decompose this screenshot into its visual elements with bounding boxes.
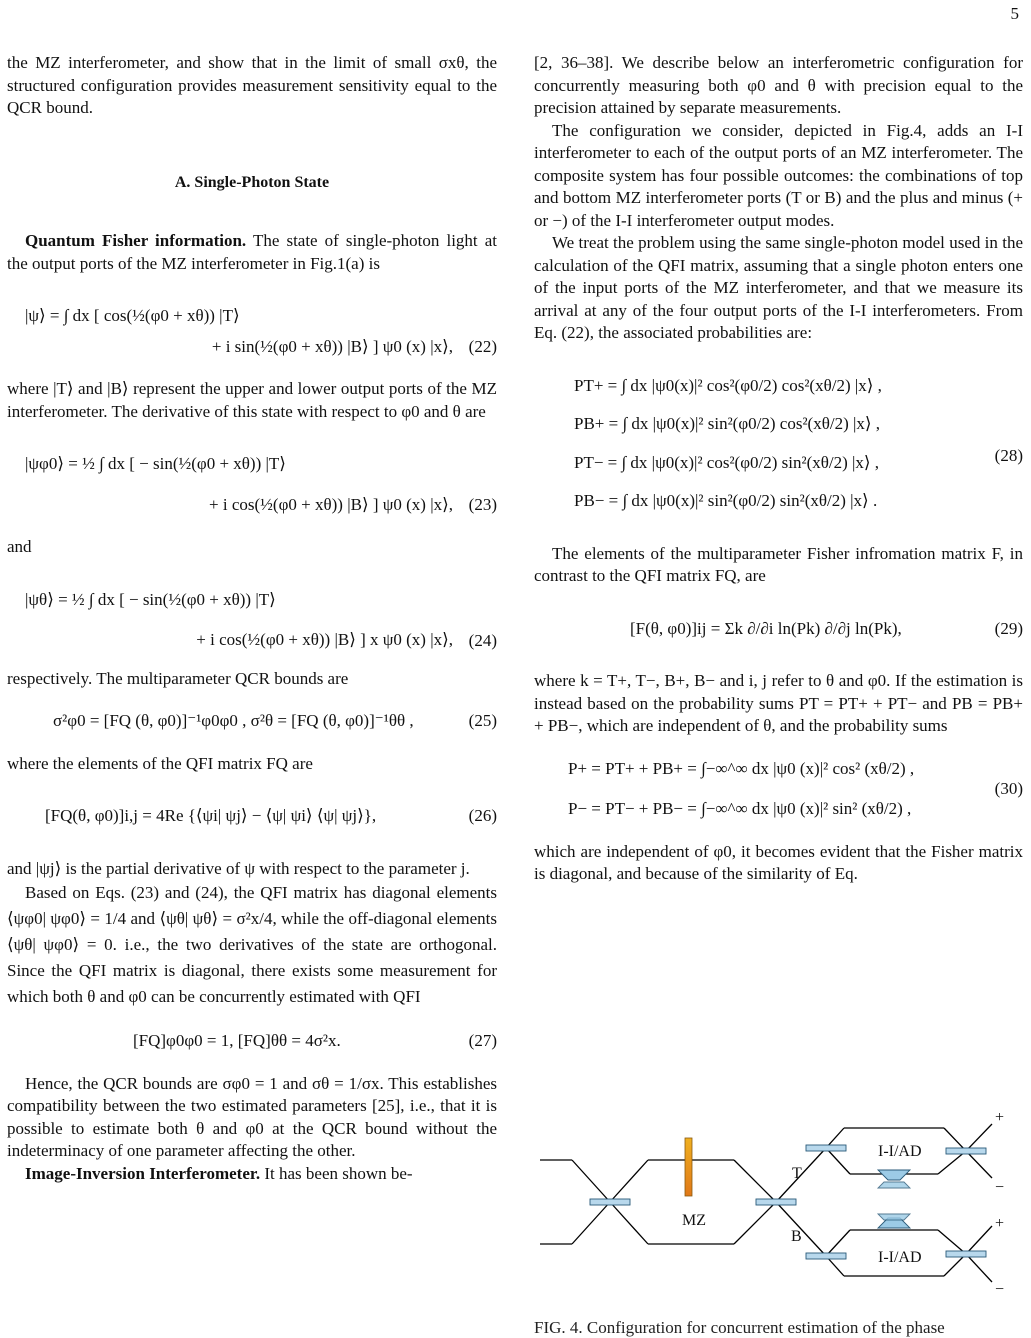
figure-4-diagram	[534, 1109, 1024, 1298]
eq30-number: (30)	[994, 778, 1023, 798]
elements-paragraph: The elements of the multiparameter Fisher infromation matrix F, in contrast to the QFI matrix FQ, are	[534, 543, 1023, 585]
prism-top	[878, 1170, 910, 1180]
hence-paragraph: Hence, the QCR bounds are σφ0 = 1 and σθ = 1/σx. This establishes compatibility between the two estimated parameters [25], i.e., that it is possible to estimate both θ and φ0 at the QCR bound without the indeterminacy of one parameter affecting the other.	[7, 1073, 497, 1160]
eq25-number: (25)	[468, 711, 497, 730]
config-paragraph: The configuration we consider, depicted in Fig.4, adds an I-I interferometer to each of the output ports of an MZ interferometer. The composite system has four possible outcomes: the combinations of top and bottom MZ interferometer ports (T or B) and the plus and minus (+ or −) of the I-I interferometer output modes.	[534, 120, 1023, 230]
eq27-line: [FQ]φ0φ0 = 1, [FQ]θθ = 4σ²x.	[133, 1031, 341, 1050]
eq25-line: σ²φ0 = [FQ (θ, φ0)]⁻¹φ0φ0 , σ²θ = [FQ (θ, φ0)]⁻¹θθ ,	[53, 711, 414, 730]
qfi-text: The state of single-photon light at the output ports of the MZ interferometer in Fig.1(a) is	[7, 231, 497, 273]
beamsplitter-bottom-input	[806, 1253, 846, 1259]
equation-22	[7, 305, 497, 358]
ii-paragraph	[7, 1163, 497, 1186]
intro-paragraph: the MZ interferometer, and show that in the limit of small σxθ, the structured configuration provides measurement sensitivity equal to the QCR bound.	[7, 53, 497, 117]
eq23-line2: + i cos(½(φ0 + xθ)) |B⟩ ] ψ0 (x) |x⟩,	[209, 494, 453, 514]
beamsplitter-1	[590, 1199, 630, 1205]
ii-text: It has been shown be-	[260, 1163, 413, 1183]
eq26-number: (26)	[468, 806, 497, 825]
prism-top-base	[878, 1182, 910, 1188]
equation-23	[7, 453, 497, 516]
right-column	[534, 52, 1023, 886]
eq28-line-3: PT− = ∫ dx |ψ0(x)|² cos²(φ0/2) sin²(xθ/2) |x⟩ ,	[574, 452, 880, 472]
qfi-paragraph	[7, 230, 497, 275]
eq24-line2: + i cos(½(φ0 + xθ)) |B⟩ ] x ψ0 (x) |x⟩,	[196, 630, 453, 649]
beamsplitter-bottom-output	[946, 1251, 986, 1257]
eq26-line: [FQ(θ, φ0)]i,j = 4Re {⟨ψi| ψj⟩ − ⟨ψ| ψi⟩ ⟨ψ| ψj⟩},	[45, 806, 377, 825]
label-minus-bottom: −	[995, 1281, 1005, 1298]
page-number: 5	[1010, 4, 1019, 23]
eq22-line2: + i sin(½(φ0 + xθ)) |B⟩ ] ψ0 (x) |x⟩,	[211, 336, 453, 356]
eq28-line-4: PB− = ∫ dx |ψ0(x)|² sin²(φ0/2) sin²(xθ/2) |x⟩ .	[574, 491, 878, 510]
label-bottom-box: I-I/AD	[878, 1249, 922, 1266]
which-paragraph: which are independent of φ0, it becomes evident that the Fisher matrix is diagonal, and because of the similarity of Eq.	[534, 841, 1023, 883]
eq28-line-2: PB+ = ∫ dx |ψ0(x)|² sin²(φ0/2) cos²(xθ/2) |x⟩ ,	[574, 414, 881, 433]
figure-caption: FIG. 4. Configuration for concurrent estimation of the phase	[534, 1318, 945, 1337]
eq30-line-1: P+ = PT+ + PB+ = ∫−∞^∞ dx |ψ0 (x)|² cos² (xθ/2) ,	[568, 758, 915, 778]
label-minus-top: −	[995, 1179, 1005, 1196]
phase-plate	[685, 1138, 692, 1196]
figure-4	[534, 1109, 1024, 1298]
beamsplitters	[590, 1145, 986, 1259]
eq22-line1: |ψ⟩ = ∫ dx [ cos(½(φ0 + xθ)) |T⟩	[25, 306, 240, 325]
beamsplitter-top-input	[806, 1145, 846, 1151]
eq27-number: (27)	[468, 1031, 497, 1050]
where-k-paragraph: where k = T+, T−, B+, B− and i, j refer to θ and φ0. If the estimation is instead based on the probability sums PT = PT+ + PT− and PB = PB+ + PB−, which are independent of θ, and the probability sums	[534, 671, 1023, 735]
eq29-number: (29)	[994, 618, 1023, 638]
equation-28	[534, 375, 1023, 513]
equation-27	[7, 1030, 497, 1053]
psi-j-paragraph: and |ψj⟩ is the partial derivative of ψ with respect to the parameter j.	[7, 858, 470, 878]
qfi-run-head: Quantum Fisher information.	[25, 231, 247, 250]
eq30-line-2: P− = PT− + PB− = ∫−∞^∞ dx |ψ0 (x)|² sin² (xθ/2) ,	[568, 799, 912, 818]
label-top-box: I-I/AD	[878, 1143, 922, 1160]
where-TB-paragraph: where |T⟩ and |B⟩ represent the upper and lower output ports of the MZ interferometer. The derivative of this state with respect to φ0 and θ are	[7, 379, 497, 421]
ii-run-head: Image-Inversion Interferometer.	[25, 1163, 261, 1183]
label-plus-bottom: +	[995, 1215, 1005, 1232]
eq22-number: (22)	[468, 337, 497, 356]
where-qfi-paragraph: where the elements of the QFI matrix FQ are	[7, 753, 313, 773]
eq28-line-1: PT+ = ∫ dx |ψ0(x)|² cos²(φ0/2) cos²(xθ/2) |x⟩ ,	[574, 375, 882, 395]
equation-26	[7, 805, 497, 828]
equation-29	[534, 618, 1023, 641]
beamsplitter-top-output	[946, 1148, 986, 1154]
respectively-paragraph: respectively. The multiparameter QCR bounds are	[7, 668, 349, 688]
treat-paragraph: We treat the problem using the same single-photon model used in the calculation of the QFI matrix, assuming that a single photon enters one of the input ports of the MZ interferometer, and that we measure its arrival at any of the four output ports of the I-I interferometers. From Eq. (22), the associated probabilities are:	[534, 233, 1023, 342]
label-mz: MZ	[682, 1212, 706, 1229]
equation-30	[534, 758, 1023, 821]
label-b: B	[791, 1228, 802, 1245]
beamsplitter-2	[756, 1199, 796, 1205]
equation-25	[7, 710, 497, 733]
section-heading: A. Single-Photon State	[174, 173, 330, 191]
based-paragraph: Based on Eqs. (23) and (24), the QFI matrix has diagonal elements ⟨ψφ0| ψφ0⟩ = 1/4 and ⟨ψθ| ψθ⟩ = σ²x/4, while the off-diagonal elements ⟨ψθ| ψφ0⟩ = 0. i.e., the two derivatives of the state are orthogonal. Since the QFI matrix is diagonal, there exists some measurement for which both θ and φ0 can be concurrently estimated with QFI	[7, 883, 497, 1006]
continuation-paragraph: [2, 36–38]. We describe below an interferometric configuration for concurrently measuring both φ0 and θ with precision equal to the precision attained by separate measurements.	[534, 53, 1023, 117]
eq23-number: (23)	[468, 495, 497, 514]
eq28-number: (28)	[994, 445, 1023, 465]
and-paragraph: and	[7, 537, 32, 556]
eq29-line: [F(θ, φ0)]ij = Σk ∂/∂i ln(Pk) ∂/∂j ln(Pk),	[630, 618, 902, 638]
eq23-line1: |ψφ0⟩ = ½ ∫ dx [ − sin(½(φ0 + xθ)) |T⟩	[25, 454, 286, 473]
eq24-line1: |ψθ⟩ = ½ ∫ dx [ − sin(½(φ0 + xθ)) |T⟩	[25, 589, 276, 609]
eq24-number: (24)	[468, 630, 497, 650]
left-column	[7, 52, 497, 1185]
equation-24	[7, 589, 497, 652]
label-t: T	[792, 1165, 802, 1182]
prism-bottom-base	[878, 1214, 910, 1220]
label-plus-top: +	[995, 1109, 1005, 1126]
